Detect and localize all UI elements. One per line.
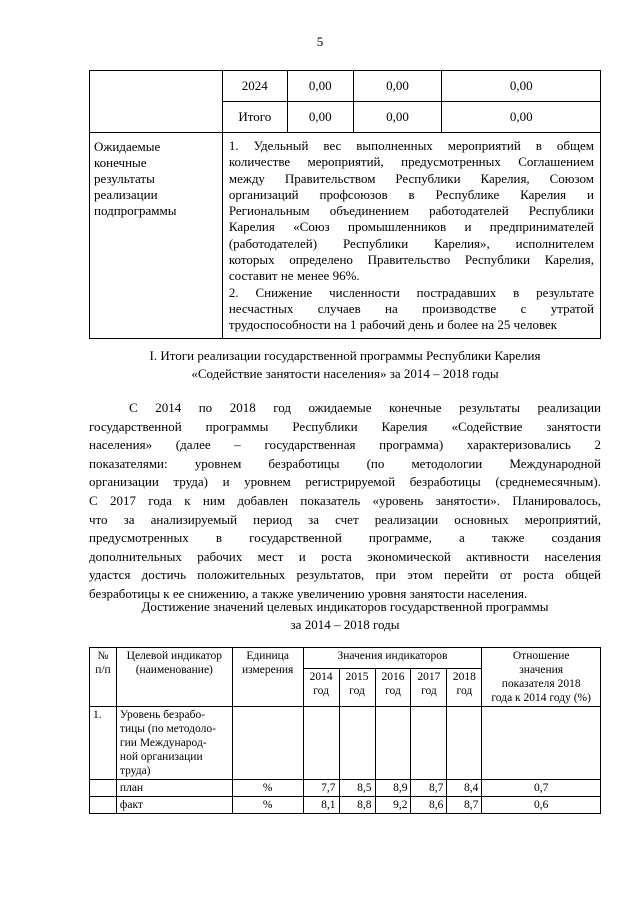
unit-cell: %: [232, 797, 303, 814]
empty-cell: [90, 71, 223, 133]
value-cell: 0,00: [287, 102, 353, 133]
empty-cell: [482, 707, 601, 780]
value-cell: 7,7: [303, 780, 339, 797]
table-row: [90, 707, 601, 780]
value-cell: 8,5: [339, 780, 375, 797]
table-row: [90, 780, 601, 797]
empty-cell: [90, 797, 117, 814]
table-header-row: [90, 648, 601, 669]
budget-table: [89, 70, 601, 339]
unit-cell: %: [232, 780, 303, 797]
indicator-table: [89, 647, 601, 814]
header-year: 2015 год: [339, 668, 375, 706]
header-num: № п/п: [90, 648, 117, 707]
header-unit: Единица измерения: [232, 648, 303, 707]
value-cell: 8,7: [411, 780, 447, 797]
empty-cell: [411, 707, 447, 780]
value-cell: 9,2: [375, 797, 411, 814]
row-num: 1.: [90, 707, 117, 780]
table-row: [90, 133, 601, 339]
value-cell: 8,8: [339, 797, 375, 814]
year-cell: 2024: [222, 71, 287, 102]
ratio-cell: 0,6: [482, 797, 601, 814]
empty-cell: [339, 707, 375, 780]
header-indicator: Целевой индикатор (наименование): [116, 648, 232, 707]
indicator-name: Уровень безрабо- тицы (по методоло- гии Международ- ной организации труда): [116, 707, 232, 780]
value-cell: 8,4: [447, 780, 482, 797]
empty-cell: [303, 707, 339, 780]
section-heading: I. Итоги реализации государственной программы Республики Карелия «Содействие занятости населения» за 2014 – 2018 годы: [149, 348, 541, 381]
value-cell: 0,00: [353, 71, 442, 102]
ratio-cell: 0,7: [482, 780, 601, 797]
row-label: план: [116, 780, 232, 797]
header-values: Значения индикаторов: [303, 648, 482, 669]
header-year: 2018 год: [447, 668, 482, 706]
table-row: [90, 71, 601, 102]
value-cell: 8,7: [447, 797, 482, 814]
empty-cell: [90, 780, 117, 797]
header-year: 2017 год: [411, 668, 447, 706]
value-cell: 0,00: [442, 102, 601, 133]
page-number: 5: [316, 34, 324, 49]
value-cell: 0,00: [353, 102, 442, 133]
value-cell: 0,00: [442, 71, 601, 102]
empty-cell: [232, 707, 303, 780]
header-year: 2014 год: [303, 668, 339, 706]
value-cell: 8,6: [411, 797, 447, 814]
row-label: факт: [116, 797, 232, 814]
table-title: Достижение значений целевых индикаторов государственной программы за 2014 – 2018 годы: [141, 599, 549, 632]
value-cell: 8,1: [303, 797, 339, 814]
header-year: 2016 год: [375, 668, 411, 706]
header-ratio: Отношение значения показателя 2018 года к 2014 году (%): [482, 648, 601, 707]
table-row: [90, 797, 601, 814]
results-text: 1. Удельный вес выполненных мероприятий в общем количестве мероприятий, предусмотренных Соглашением между Правительством Республики Карелия, Союзом организаций профсоюзов в Республике Карелия и Региональным объединением работодателей Республики Карелия «Союз промышленников и предпринимателей (работодателей) Республики Карелия», исполнителем которых определено Правительство Республики Карелия, составит не менее 96%. 2. Снижение численности пострадавших в результате несчастных случаев на производстве с утратой трудоспособности на 1 рабочий день и более на 25 человек: [222, 133, 600, 339]
value-cell: 0,00: [287, 71, 353, 102]
empty-cell: [375, 707, 411, 780]
results-label: Ожидаемые конечные результаты реализации подпрограммы: [90, 133, 223, 339]
body-paragraph: С 2014 по 2018 год ожидаемые конечные результаты реализации государственной программы Республики Карелия «Содействие занятости населения» (далее – государственная программа) характеризовались 2 показателями: уровнем безработицы (по методологии Международной организации труда) и уровнем регистрируемой безработицы (среднемесячным). С 2017 года к ним добавлен показатель «уровень занятости». Планировалось, что за анализируемый период за счет реализации основных мероприятий, предусмотренных в государственной программе, а также создания дополнительных рабочих мест и роста экономической активности населения удастся достичь положительных результатов, при этом перейти от роста общей безработицы к ее снижению, а также увеличению уровня занятости населения.: [89, 400, 601, 601]
total-cell: Итого: [222, 102, 287, 133]
empty-cell: [447, 707, 482, 780]
value-cell: 8,9: [375, 780, 411, 797]
